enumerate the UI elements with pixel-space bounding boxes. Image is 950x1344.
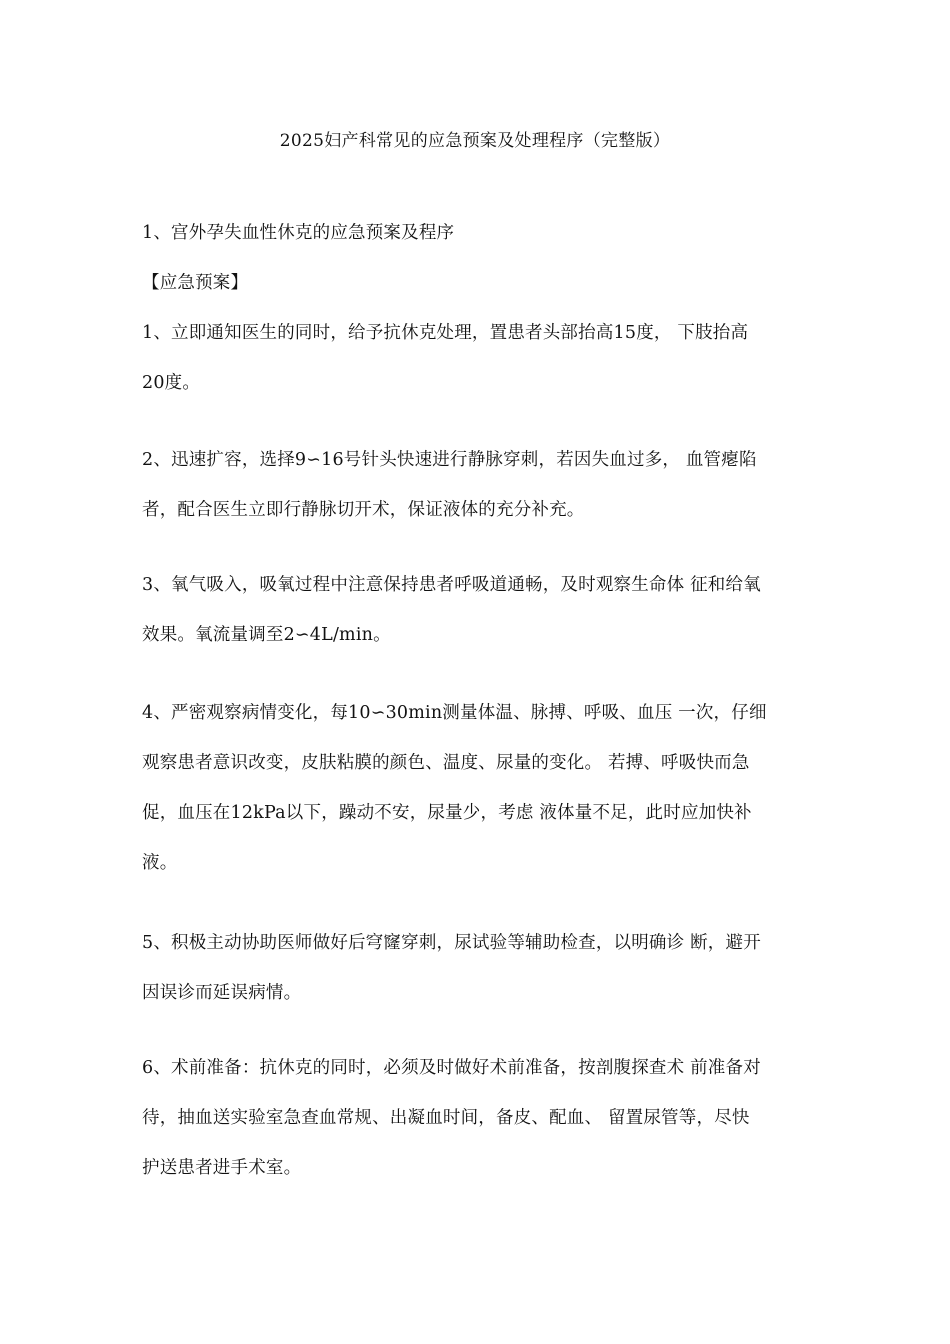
document-title: 2025妇产科常见的应急预案及处理程序（完整版） (279, 131, 671, 151)
item-2-line-1: 2、迅速扩容，选择9∽16号针头快速进行静脉穿刺，若因失血过多， 血管瘪陷 (142, 450, 757, 470)
item-4-line-3: 促，血压在12kPa以下，躁动不安，尿量少，考虑 液体量不足，此时应加快补 (142, 803, 752, 823)
section-heading: 1、宫外孕失血性休克的应急预案及程序 (142, 223, 455, 243)
item-4-line-1: 4、严密观察病情变化，每10∽30min测量体温、脉搏、呼吸、血压 一次，仔细 (142, 703, 767, 723)
subsection-heading: 【应急预案】 (142, 273, 249, 293)
item-6-line-2: 待，抽血送实验室急查血常规、出凝血时间，备皮、配血、 留置尿管等，尽快 (142, 1108, 750, 1128)
item-6-line-1: 6、术前准备：抗休克的同时，必须及时做好术前准备，按剖腹探查术 前准备对 (142, 1058, 761, 1078)
item-2-line-2: 者，配合医生立即行静脉切开术，保证液体的充分补充。 (142, 500, 585, 520)
item-4-line-4: 液。 (142, 853, 178, 873)
item-5-line-2: 因误诊而延误病情。 (142, 983, 302, 1003)
item-6-line-3: 护送患者进手术室。 (142, 1158, 302, 1178)
item-1-line-2: 20度。 (142, 373, 201, 393)
item-1-line-1: 1、立即通知医生的同时，给予抗休克处理，置患者头部抬高15度， 下肢抬高 (142, 323, 749, 343)
item-3-line-1: 3、氧气吸入，吸氧过程中注意保持患者呼吸道通畅，及时观察生命体 征和给氧 (142, 575, 761, 595)
item-3-line-2: 效果。氧流量调至2∽4L/min。 (142, 625, 391, 645)
item-4-line-2: 观察患者意识改变，皮肤粘膜的颜色、温度、尿量的变化。 若搏、呼吸快而急 (142, 753, 750, 773)
item-5-line-1: 5、积极主动协助医师做好后穹窿穿刺，尿试验等辅助检查，以明确诊 断，避开 (142, 933, 761, 953)
